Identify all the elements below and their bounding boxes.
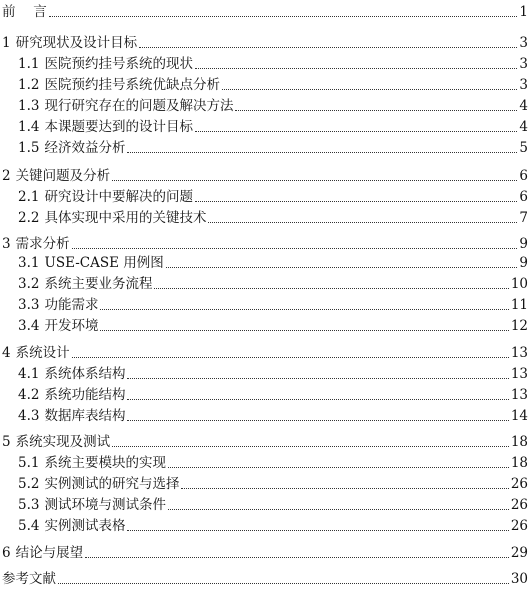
dot-leader [85, 557, 509, 558]
dot-leader [208, 222, 517, 223]
dot-leader [127, 530, 508, 531]
dot-leader [235, 110, 517, 111]
toc-entry-title: 参考文献 [2, 571, 56, 587]
toc-entry-title: 现行研究存在的问题及解决方法 [44, 98, 234, 114]
toc-entry-page: 18 [510, 455, 528, 471]
toc-entry-number: 5.3 [18, 497, 40, 513]
toc-entry-number: 4.3 [18, 408, 40, 424]
toc-entry-section-1-1[interactable] [0, 52, 528, 72]
toc-entry-title: 系统实现及测试 [15, 434, 111, 450]
toc-entry-title: USE-CASE 用例图 [44, 255, 164, 271]
dot-leader [72, 357, 509, 358]
toc-entry-page: 30 [510, 571, 528, 587]
toc-entry-page: 6 [519, 168, 528, 184]
toc-entry-section-2-2[interactable] [0, 206, 528, 226]
toc-entry-page: 13 [510, 387, 528, 403]
dot-leader [112, 446, 509, 447]
toc-entry-page: 7 [519, 210, 528, 226]
toc-entry-section-1-3[interactable] [0, 94, 528, 114]
toc-entry-title: 系统设计 [15, 345, 70, 361]
toc-entry-page: 6 [519, 189, 528, 205]
toc-entry-number: 5.4 [18, 518, 40, 534]
toc-entry-page: 4 [519, 119, 528, 135]
toc-entry-title: 系统主要模块的实现 [44, 455, 166, 471]
toc-entry-page: 3 [519, 77, 528, 93]
toc-entry-page: 9 [519, 255, 528, 271]
toc-entry-page: 29 [510, 545, 528, 561]
toc-entry-page: 4 [519, 98, 528, 114]
toc-entry-number: 4.1 [18, 366, 40, 382]
toc-entry-number: 1.3 [18, 98, 40, 114]
toc-entry-title: 数据库表结构 [44, 408, 126, 424]
toc-entry-section-1-2[interactable] [0, 73, 528, 93]
toc-entry-page: 26 [510, 518, 528, 534]
toc-entry-chapter-4[interactable] [0, 341, 528, 361]
toc-entry-page: 5 [519, 140, 528, 156]
toc-entry-section-4-1[interactable] [0, 362, 528, 382]
toc-entry-title: 实例测试的研究与选择 [44, 476, 180, 492]
toc-entry-title: 医院预约挂号系统的现状 [44, 56, 193, 72]
toc-entry-title: 开发环境 [44, 318, 99, 334]
toc-entry-section-5-4[interactable] [0, 514, 528, 534]
toc-entry-page: 12 [510, 318, 528, 334]
toc-entry-title: 测试环境与测试条件 [44, 497, 166, 513]
toc-entry-page: 9 [519, 236, 528, 252]
toc-entry-title: 功能需求 [44, 297, 99, 313]
toc-entry-page: 18 [510, 434, 528, 450]
toc-entry-number: 4.2 [18, 387, 40, 403]
toc-entry-section-4-3[interactable] [0, 404, 528, 424]
dot-leader [127, 420, 508, 421]
toc-entry-title: 系统功能结构 [44, 387, 126, 403]
dot-leader [168, 509, 509, 510]
toc-entry-preface[interactable] [0, 0, 528, 20]
toc-entry-number: 3 [2, 236, 11, 252]
toc-entry-section-2-1[interactable] [0, 185, 528, 205]
toc-entry-title: 研究现状及设计目标 [15, 35, 138, 51]
dot-leader [168, 467, 509, 468]
toc-entry-title: 需求分析 [15, 236, 70, 252]
dot-leader [139, 47, 517, 48]
toc-entry-page: 13 [510, 345, 528, 361]
toc-entry-number: 3.2 [18, 276, 40, 292]
toc-entry-title: 系统主要业务流程 [44, 276, 153, 292]
toc-entry-references[interactable] [0, 567, 528, 587]
toc-entry-number: 1.4 [18, 119, 40, 135]
toc-entry-number: 4 [2, 345, 11, 361]
toc-entry-section-3-2[interactable] [0, 272, 528, 292]
toc-entry-chapter-5[interactable] [0, 430, 528, 450]
dot-leader [100, 330, 508, 331]
toc-entry-number: 1.1 [18, 56, 40, 72]
toc-entry-title: 经济效益分析 [44, 140, 126, 156]
dot-leader [195, 201, 517, 202]
dot-leader [195, 131, 517, 132]
toc-entry-section-3-4[interactable] [0, 314, 528, 334]
toc-entry-section-4-2[interactable] [0, 383, 528, 403]
toc-entry-page: 10 [510, 276, 528, 292]
toc-entry-number: 5.1 [18, 455, 40, 471]
toc-entry-page: 11 [510, 297, 528, 313]
toc-entry-section-5-3[interactable] [0, 493, 528, 513]
dot-leader [58, 583, 509, 584]
dot-leader [195, 68, 517, 69]
toc-entry-title: 医院预约挂号系统优缺点分析 [44, 77, 220, 93]
toc-entry-chapter-3[interactable] [0, 232, 528, 252]
toc-entry-number: 2.1 [18, 189, 40, 205]
toc-entry-page: 26 [510, 476, 528, 492]
dot-leader [112, 180, 517, 181]
toc-entry-title: 结论与展望 [15, 545, 84, 561]
toc-entry-title: 研究设计中要解决的问题 [44, 189, 193, 205]
toc-entry-page: 1 [519, 4, 528, 20]
toc-entry-section-1-4[interactable] [0, 115, 528, 135]
dot-leader [127, 378, 508, 379]
toc-entry-number: 1.5 [18, 140, 40, 156]
toc-entry-chapter-1[interactable] [0, 31, 528, 51]
toc-entry-number: 3.3 [18, 297, 40, 313]
toc-entry-title: 前 言 [2, 4, 47, 20]
dot-leader [49, 16, 518, 17]
toc-entry-title: 具体实现中采用的关键技术 [44, 210, 207, 226]
toc-entry-page: 14 [510, 408, 528, 424]
toc-entry-number: 3.1 [18, 255, 40, 271]
toc-entry-title: 系统体系结构 [44, 366, 126, 382]
toc-entry-title: 本课题要达到的设计目标 [44, 119, 193, 135]
toc-entry-section-3-3[interactable] [0, 293, 528, 313]
dot-leader [181, 488, 508, 489]
toc-entry-number: 5.2 [18, 476, 40, 492]
toc-entry-section-1-5[interactable] [0, 136, 528, 156]
toc-entry-title: 实例测试表格 [44, 518, 126, 534]
dot-leader [127, 399, 508, 400]
dot-leader [166, 267, 518, 268]
dot-leader [100, 309, 508, 310]
dot-leader [154, 288, 508, 289]
toc-entry-page: 3 [519, 35, 528, 51]
toc-entry-page: 13 [510, 366, 528, 382]
toc-entry-number: 3.4 [18, 318, 40, 334]
toc-entry-number: 2.2 [18, 210, 40, 226]
toc-entry-section-5-2[interactable] [0, 472, 528, 492]
toc-entry-number: 1.2 [18, 77, 40, 93]
dot-leader [222, 89, 517, 90]
toc-entry-section-5-1[interactable] [0, 451, 528, 471]
toc-entry-page: 3 [519, 56, 528, 72]
toc-entry-number: 5 [2, 434, 11, 450]
toc-entry-title: 关键问题及分析 [15, 168, 111, 184]
toc-entry-page: 26 [510, 497, 528, 513]
dot-leader [72, 248, 518, 249]
toc-entry-number: 1 [2, 35, 11, 51]
dot-leader [127, 152, 517, 153]
toc-entry-section-3-1[interactable] [0, 251, 528, 271]
toc-entry-number: 6 [2, 545, 11, 561]
toc-entry-number: 2 [2, 168, 11, 184]
toc-entry-chapter-2[interactable] [0, 164, 528, 184]
toc-entry-chapter-6[interactable] [0, 541, 528, 561]
